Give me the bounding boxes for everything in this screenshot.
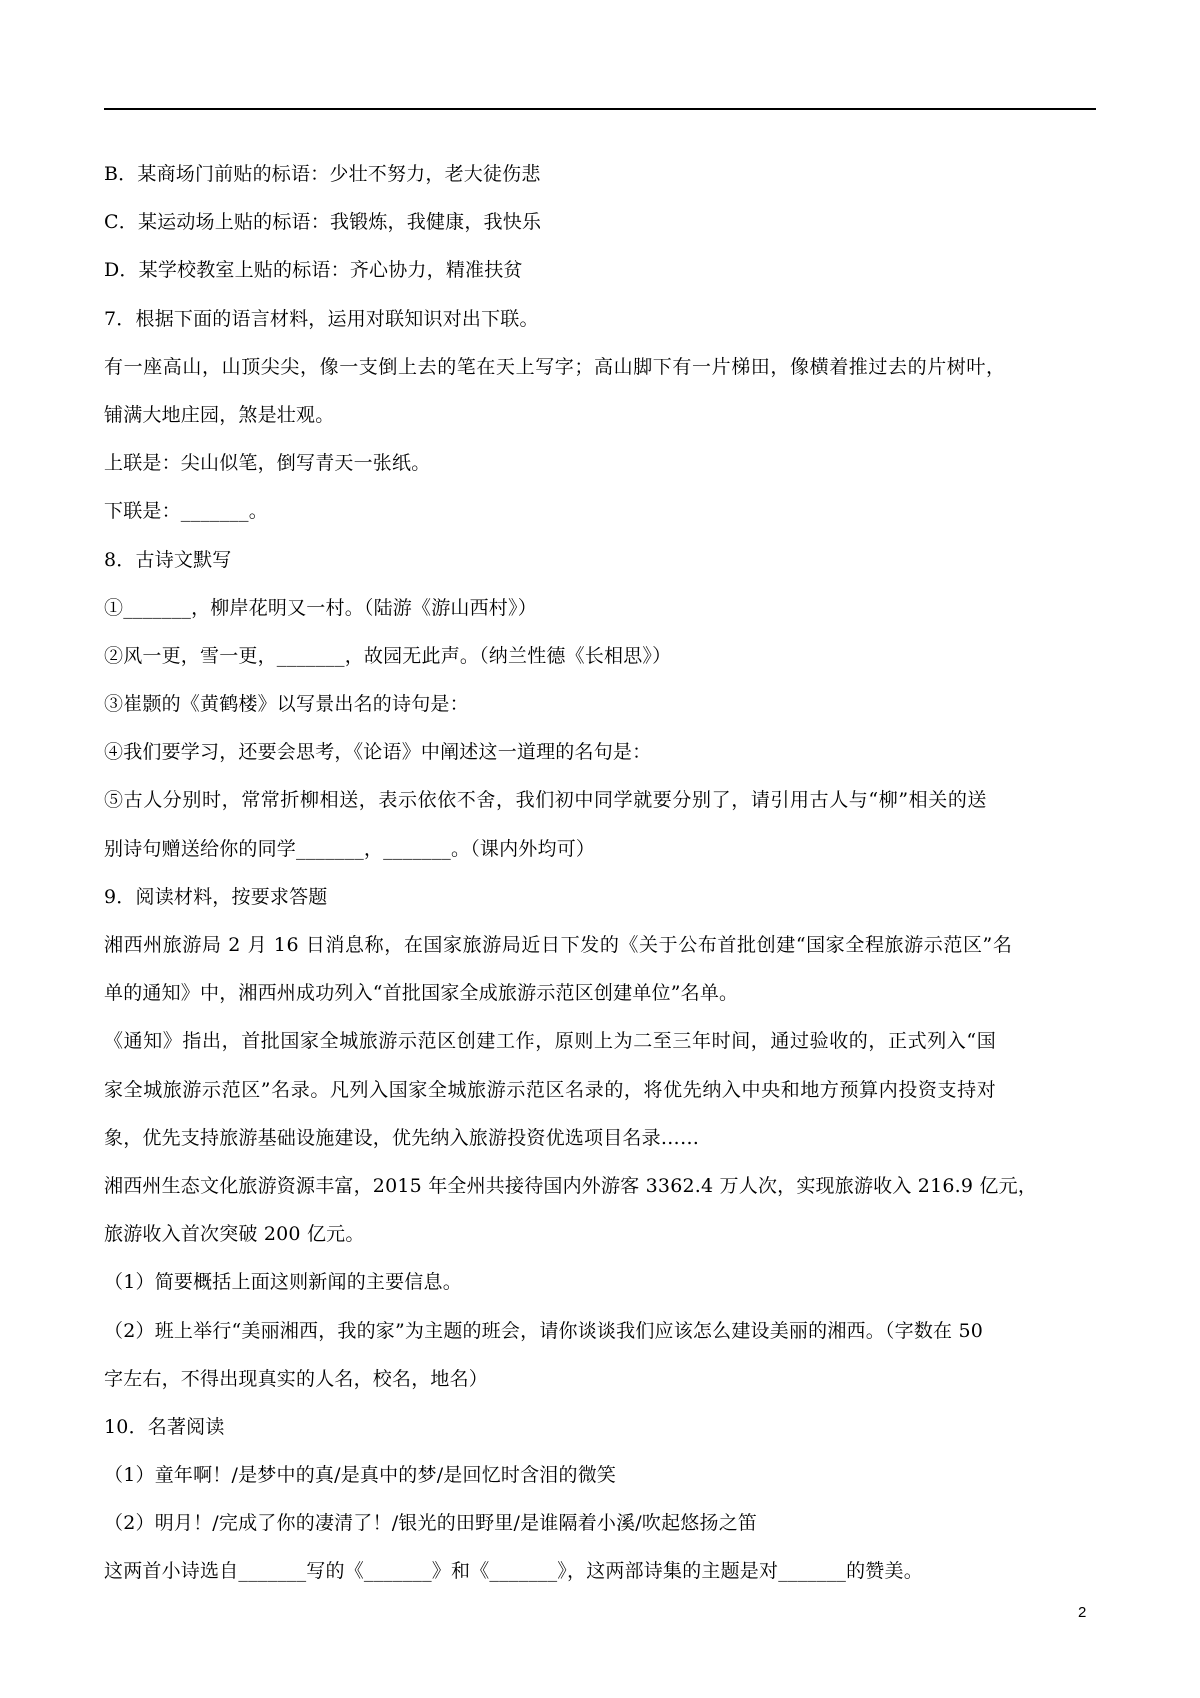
- question-9-title: 9．阅读材料，按要求答题: [104, 885, 328, 908]
- question-7-material-line-2: 铺满大地庄园，煞是壮观。: [104, 403, 335, 426]
- question-9-paragraph-3-line-1: 湘西州生态文化旅游资源丰富，2015 年全州共接待国内外游客 3362.4 万人次，实现旅游收入 216.9 亿元，: [104, 1174, 1038, 1197]
- option-b: B．某商场门前贴的标语：少壮不努力，老大徒伤悲: [104, 163, 541, 185]
- question-8-title: 8．古诗文默写: [104, 548, 232, 571]
- question-10-title: 10．名著阅读: [104, 1415, 225, 1438]
- question-8-item-5-line-1: ⑤古人分别时，常常折柳相送，表示依依不舍，我们初中同学就要分别了，请引用古人与“柳”相关的送: [104, 789, 988, 812]
- question-9-paragraph-1-line-1: 湘西州旅游局 2 月 16 日消息称，在国家旅游局近日下发的《关于公布首批创建“国家全程旅游示范区”名: [104, 934, 1013, 956]
- question-10-poem-2: （2）明月！/完成了你的凄清了！/银光的田野里/是谁隔着小溪/吹起悠扬之笛: [104, 1512, 758, 1535]
- question-9-paragraph-2-line-3: 象，优先支持旅游基础设施建设，优先纳入旅游投资优选项目名录……: [104, 1126, 700, 1149]
- question-9-paragraph-1-line-2: 单的通知》中，湘西州成功列入“首批国家全成旅游示范区创建单位”名单。: [104, 982, 739, 1005]
- question-9-paragraph-2-line-2: 家全城旅游示范区”名录。凡列入国家全城旅游示范区名录的，将优先纳入中央和地方预算内投资支持对: [104, 1078, 997, 1101]
- question-7-upper-couplet: 上联是：尖山似笔，倒写青天一张纸。: [104, 452, 431, 475]
- option-d: D．某学校教室上贴的标语：齐心协力，精准扶贫: [104, 259, 523, 282]
- question-9-paragraph-3-line-2: 旅游收入首次突破 200 亿元。: [104, 1223, 365, 1246]
- document-body: [104, 150, 1100, 1596]
- question-9-sub-2-line-2: 字左右，不得出现真实的人名，校名，地名）: [104, 1367, 489, 1390]
- option-c: C．某运动场上贴的标语：我锻炼，我健康，我快乐: [104, 211, 542, 234]
- question-9-sub-2-line-1: （2）班上举行“美丽湘西，我的家”为主题的班会，请你谈谈我们应该怎么建设美丽的湘西。（字数在 50: [104, 1319, 984, 1342]
- question-10-prompt: 这两首小诗选自_______写的《_______》和《_______》，这两部诗集的主题是对_______的赞美。: [104, 1560, 923, 1583]
- header-rule: [104, 108, 1096, 110]
- question-8-item-4: ④我们要学习，还要会思考，《论语》中阐述这一道理的名句是：: [104, 741, 652, 764]
- question-8-item-1: ①_______，柳岸花明又一村。（陆游《游山西村》）: [104, 596, 537, 619]
- question-7-material-line-1: 有一座高山，山顶尖尖，像一支倒上去的笔在天上写字；高山脚下有一片梯田，像横着推过去的片树叶，: [104, 355, 1006, 378]
- question-9-paragraph-2-line-1: 《通知》指出，首批国家全城旅游示范区创建工作，原则上为二至三年时间，通过验收的，正式列入“国: [104, 1030, 997, 1053]
- question-9-sub-1: （1）简要概括上面这则新闻的主要信息。: [104, 1271, 462, 1294]
- page-number: 2: [1078, 1604, 1087, 1621]
- question-7-lower-couplet: 下联是：_______。: [104, 500, 268, 523]
- question-10-poem-1: （1）童年啊！/是梦中的真/是真中的梦/是回忆时含泪的微笑: [104, 1464, 617, 1487]
- question-7-title: 7．根据下面的语言材料，运用对联知识对出下联。: [104, 307, 539, 330]
- question-8-item-3: ③崔颢的《黄鹤楼》以写景出名的诗句是：: [104, 693, 469, 716]
- question-8-item-2: ②风一更，雪一更，_______，故园无此声。（纳兰性德《长相思》）: [104, 644, 672, 667]
- question-8-item-5-line-2: 别诗句赠送给你的同学_______，_______。（课内外均可）: [104, 837, 596, 860]
